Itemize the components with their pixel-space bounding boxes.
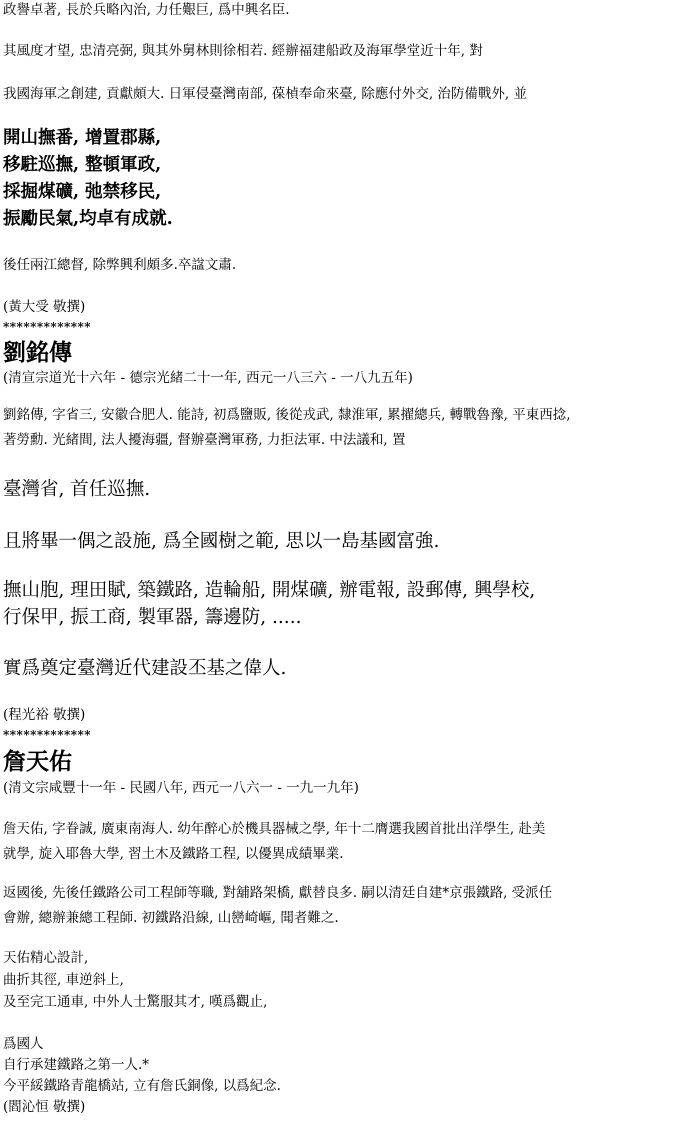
- section-divider-1: *************: [3, 320, 92, 334]
- liu-line-reforms-2: 行保甲, 振工商, 製軍器, 籌邊防, .....: [3, 607, 302, 628]
- liu-line-governor: 臺灣省, 首任巡撫.: [3, 479, 151, 500]
- intro-highlight-line-2: 移駐巡撫, 整頓軍政,: [3, 155, 162, 175]
- section-divider-2: *************: [3, 728, 92, 742]
- liu-paragraph-1-line-2: 著勞勳. 光緒間, 法人擾海疆, 督辦臺灣軍務, 力拒法軍. 中法議和, 置: [3, 432, 406, 448]
- zhan-paragraph-2-line-1: 返國後, 先後任鐵路公司工程師等職, 對舖路架橋, 獻替良多. 嗣以清廷自建*京張鐵路, 受派任: [3, 885, 553, 901]
- zhan-paragraph-4-line-2: 自行承建鐵路之第一人.*: [3, 1057, 150, 1073]
- liu-line-conclusion: 實爲奠定臺灣近代建設丕基之偉人.: [3, 658, 287, 679]
- intro-highlight-line-4: 振勵民氣,均卓有成就.: [3, 209, 173, 229]
- zhan-tianyou-heading: 詹天佑: [3, 748, 72, 775]
- intro-paragraph-1-line-2: 我國海軍之創建, 貢獻頗大. 日軍侵臺灣南部, 葆楨奉命來臺, 除應付外交, 治防備戰外, 並: [3, 86, 527, 102]
- liu-mingchuan-heading: 劉銘傳: [3, 339, 72, 366]
- liu-line-model: 且將畢一偶之設施, 爲全國樹之範, 思以一島基國富強.: [3, 531, 440, 552]
- zhan-paragraph-1-line-2: 就學, 旋入耶魯大學, 習土木及鐵路工程, 以優異成績畢業.: [3, 846, 344, 862]
- intro-line-1: 政譽卓著, 長於兵略內治, 力任艱巨, 爲中興名臣.: [3, 2, 290, 18]
- zhan-paragraph-4-line-3: 今平綏鐵路青龍橋站, 立有詹氏銅像, 以爲紀念.: [3, 1078, 281, 1094]
- liu-signature: (程光裕 敬撰): [3, 707, 86, 723]
- intro-highlight-line-3: 採掘煤礦, 弛禁移民,: [3, 182, 162, 202]
- zhan-tianyou-dates: (清文宗咸豐十一年 - 民國八年, 西元一八六一 - 一九一九年): [3, 780, 359, 796]
- zhan-paragraph-3-line-1: 天佑精心設計,: [3, 950, 89, 966]
- zhan-paragraph-2-line-2: 會辦, 總辦兼總工程師. 初鐵路沿線, 山巒崎嶇, 聞者難之.: [3, 910, 339, 926]
- zhan-paragraph-3-line-2: 曲折其徑, 車逆斜上,: [3, 972, 124, 988]
- zhan-paragraph-1-line-1: 詹天佑, 字眷誠, 廣東南海人. 幼年醉心於機具器械之學, 年十二膺選我國首批出洋學生, 赴美: [3, 821, 546, 837]
- liu-line-reforms-1: 撫山胞, 理田賦, 築鐵路, 造輪船, 開煤礦, 辦電報, 設郵傳, 興學校,: [3, 580, 536, 601]
- intro-paragraph-1-line-1: 其風度才望, 忠清亮弼, 與其外舅林則徐相若. 經辦福建船政及海軍學堂近十年, 對: [3, 43, 483, 59]
- intro-highlight-line-1: 開山撫番, 增置郡縣,: [3, 128, 162, 148]
- zhan-paragraph-4-line-1: 爲國人: [3, 1036, 44, 1052]
- zhan-signature: (閻沁恒 敬撰): [3, 1099, 86, 1115]
- intro-paragraph-2: 後任兩江總督, 除弊興利頗多.卒諡文肅.: [3, 257, 237, 273]
- zhan-paragraph-3-line-3: 及至完工通車, 中外人士驚服其才, 嘆爲觀止,: [3, 994, 268, 1010]
- intro-signature: (黃大受 敬撰): [3, 299, 86, 315]
- liu-paragraph-1-line-1: 劉銘傳, 字省三, 安徽合肥人. 能詩, 初爲鹽販, 後從戎武, 隸淮軍, 累擢總兵, 轉戰魯豫, 平東西捻,: [3, 407, 571, 423]
- liu-mingchuan-dates: (清宣宗道光十六年 - 德宗光緒二十一年, 西元一八三六 - 一八九五年): [3, 370, 413, 386]
